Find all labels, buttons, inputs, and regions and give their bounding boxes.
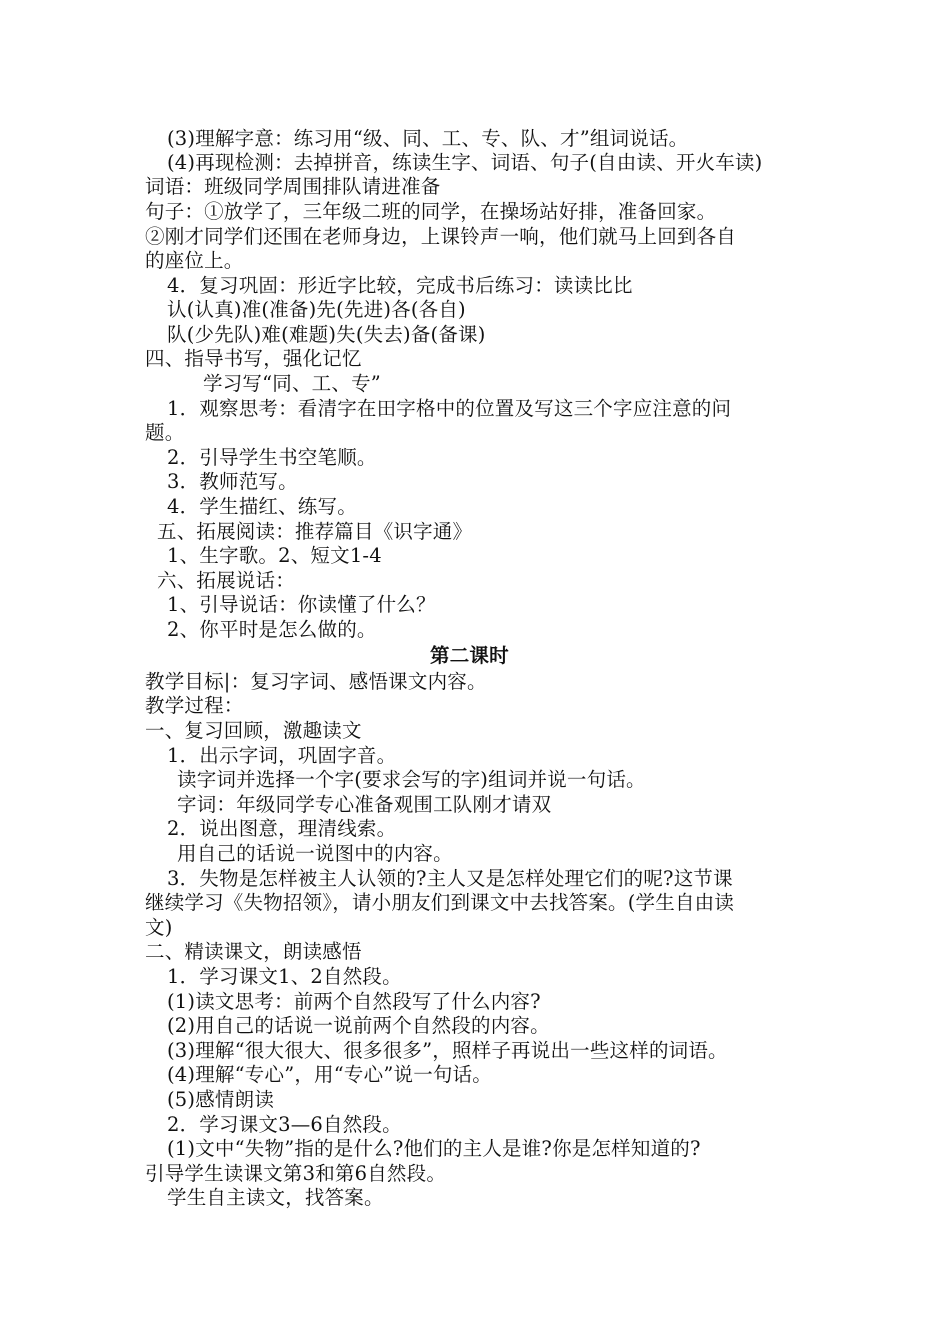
text-line: (4)理解“专心”，用“专心”说一句话。 [167,1063,492,1086]
section-heading: 四、指导书写，强化记忆 [145,347,362,370]
text-line: 引导学生读课文第3和第6自然段。 [145,1162,447,1185]
text-line: 教学目标|：复习字词、感悟课文内容。 [145,670,487,693]
text-line: 2．引导学生书空笔顺。 [167,446,377,469]
text-line: 2．学习课文3—6自然段。 [167,1113,402,1136]
text-line: ②刚才同学们还围在老师身边，上课铃声一响，他们就马上回到各自 [145,225,737,248]
text-line: 队(少先队)难(难题)失(失去)备(备课) [167,323,486,346]
text-line: 1．观察思考：看清字在田字格中的位置及写这三个字应注意的问 [167,397,732,420]
text-line: 4．学生描红、练写。 [167,495,357,518]
text-line: 句子：①放学了，三年级二班的同学，在操场站好排，准备回家。 [145,200,717,223]
text-line: (1)文中“失物”指的是什么?他们的主人是谁?你是怎样知道的? [167,1137,701,1160]
text-line: (3)理解“很大很大、很多很多”，照样子再说出一些这样的词语。 [167,1039,728,1062]
text-line: (1)读文思考：前两个自然段写了什么内容? [167,990,541,1013]
text-line: 2、你平时是怎么做的。 [167,618,377,641]
lesson-title: 第二课时 [430,644,509,667]
text-line: 学生自主读文，找答案。 [167,1186,384,1209]
text-line: 继续学习《失物招领》，请小朋友们到课文中去找答案。(学生自由读 [145,891,735,914]
text-line: 3．失物是怎样被主人认领的?主人又是怎样处理它们的呢?这节课 [167,867,733,890]
text-line: 3．教师范写。 [167,470,298,493]
text-line: 词语：班级同学周围排队请进准备 [145,175,441,198]
text-line: 认(认真)准(准备)先(先进)各(各自) [167,298,466,321]
text-line: (4)再现检测：去掉拼音，练读生字、词语、句子(自由读、开火车读) [167,151,763,174]
text-line: 1、生字歌。2、短文1-4 [167,544,382,567]
text-line: 1．出示字词，巩固字音。 [167,744,397,767]
text-line: 题。 [145,421,185,444]
text-line: (2)用自己的话说一说前两个自然段的内容。 [167,1014,550,1037]
text-line: 教学过程： [145,694,244,717]
text-line: 2．说出图意，理清线索。 [167,817,397,840]
text-line: 1、引导说话：你读懂了什么？ [167,593,436,616]
text-line: 学习写“同、工、专” [203,372,381,395]
section-heading: 二、精读课文，朗读感悟 [145,940,362,963]
text-line: 1．学习课文1、2自然段。 [167,965,402,988]
text-line: 读字词并选择一个字(要求会写的字)组词并说一句话。 [177,768,646,791]
text-line: (5)感情朗读 [167,1088,275,1111]
text-line: 4．复习巩固：形近字比较，完成书后练习：读读比比 [167,274,633,297]
text-line: 用自己的话说一说图中的内容。 [177,842,453,865]
text-line: 字词：年级同学专心准备观围工队刚才请双 [177,793,552,816]
text-line: (3)理解字意：练习用“级、同、工、专、队、才”组词说话。 [167,127,689,150]
section-heading: 六、拓展说话： [157,569,295,592]
text-line: 的座位上。 [145,249,244,272]
text-line: 文) [145,916,173,939]
section-heading: 五、拓展阅读：推荐篇目《识字通》 [157,520,473,543]
section-heading: 一、复习回顾，激趣读文 [145,719,362,742]
